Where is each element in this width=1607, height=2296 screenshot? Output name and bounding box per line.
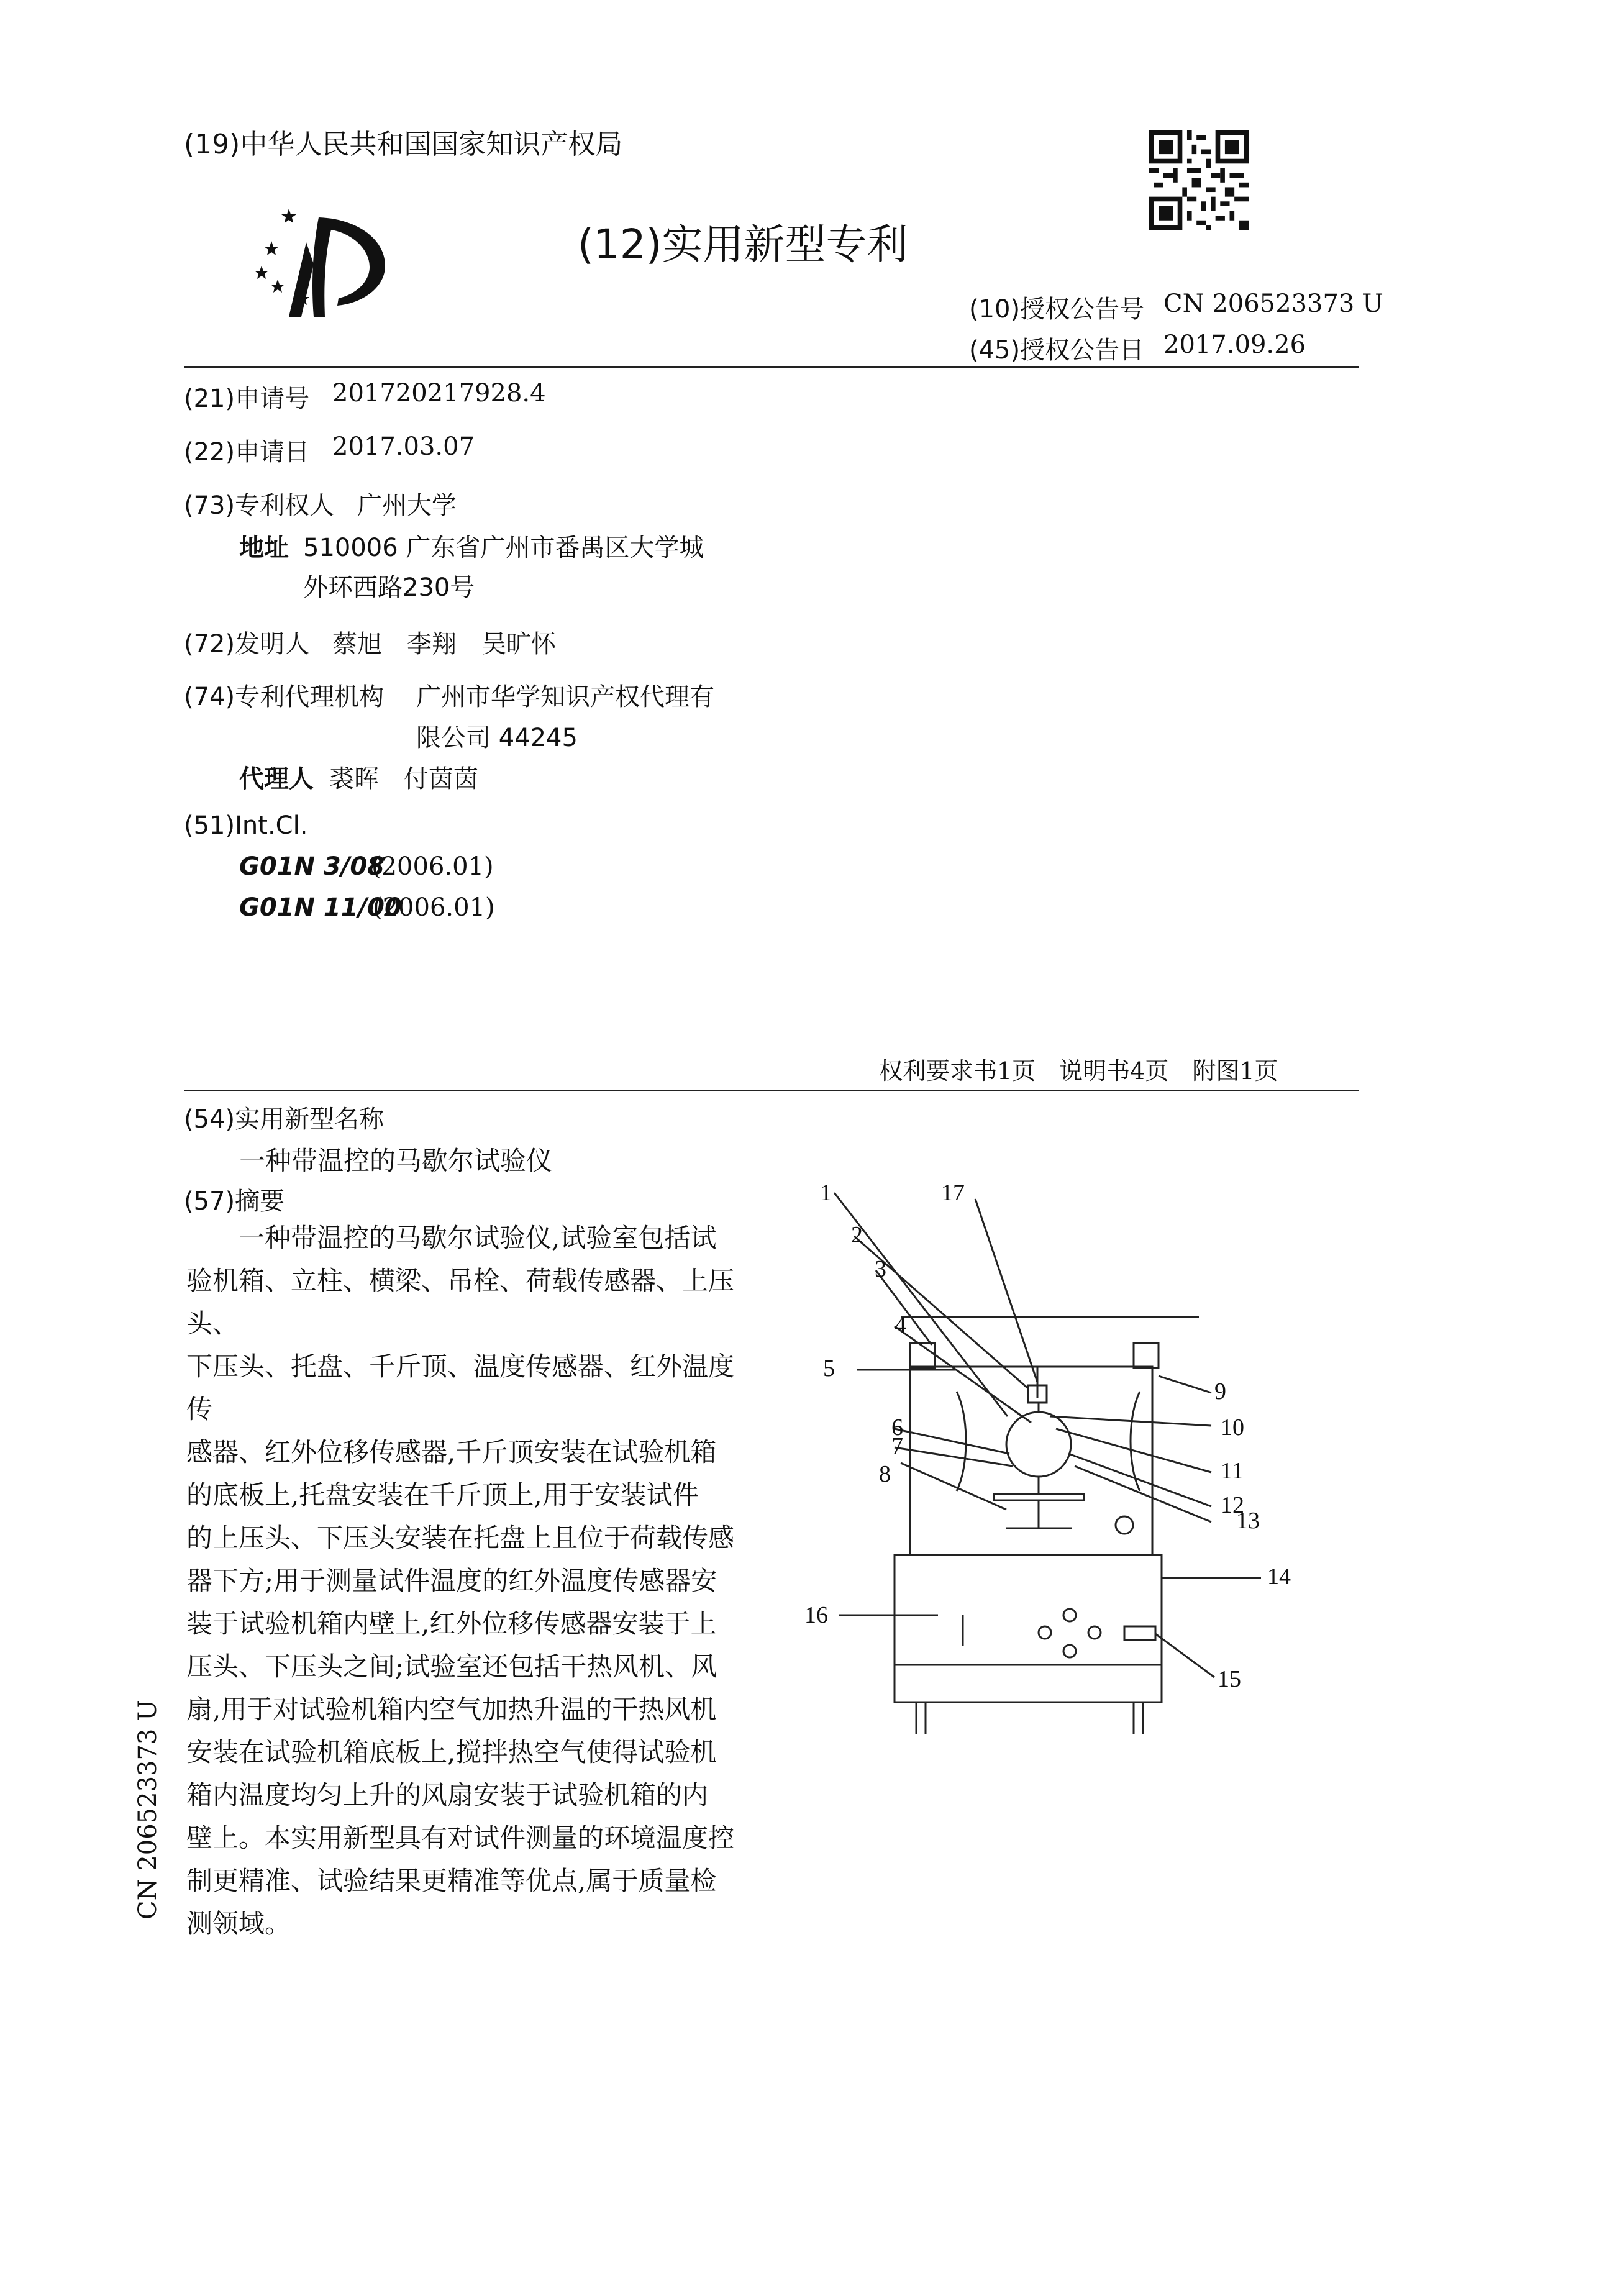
abstract-line: 的底板上,托盘安装在千斤顶上,用于安装试件	[186, 1480, 699, 1510]
logo-star-4	[271, 280, 285, 293]
application-date-label: (22)申请日	[184, 438, 310, 467]
publication-number-label: (10)授权公告号	[969, 295, 1145, 324]
figure-label-3: 3	[875, 1256, 886, 1282]
agency-label: (74)专利代理机构	[184, 683, 385, 711]
abstract-text	[186, 1216, 752, 1945]
figure-label-10: 10	[1221, 1414, 1244, 1441]
figure-right-block	[1134, 1343, 1159, 1368]
abstract-line: 安装在试验机箱底板上,搅拌热空气使得试验机	[186, 1737, 717, 1767]
address-label: 地址	[239, 534, 289, 562]
agency-line-2: 限公司 44245	[416, 724, 578, 752]
patentee-label: (73)专利权人	[184, 491, 335, 520]
abstract-line: 感器、红外位移传感器,千斤顶安装在试验机箱	[186, 1437, 717, 1467]
logo-p-shape	[312, 217, 385, 317]
figure-label-14: 14	[1267, 1564, 1291, 1590]
abstract-line: 制更精准、试验结果更精准等优点,属于质量检	[186, 1866, 717, 1896]
agents: 裘晖 付茵茵	[329, 765, 478, 793]
intcl-2-date: (2006.01)	[373, 893, 495, 922]
title-label: (54)实用新型名称	[184, 1105, 385, 1134]
logo-star-1	[281, 209, 296, 223]
figure-label-12: 12	[1221, 1492, 1244, 1518]
figure-label-8: 8	[879, 1461, 891, 1487]
publication-date-label: (45)授权公告日	[969, 336, 1145, 365]
patentee: 广州大学	[357, 491, 457, 520]
abstract-label: (57)摘要	[184, 1187, 285, 1216]
figure-label-5: 5	[823, 1355, 835, 1382]
office-name: (19)中华人民共和国国家知识产权局	[184, 129, 623, 160]
figure-tray	[994, 1494, 1084, 1500]
figure-sensor	[1116, 1516, 1133, 1534]
abstract-line: 扇,用于对试验机箱内空气加热升温的干热风机	[186, 1694, 717, 1724]
section-rule	[184, 1090, 1359, 1091]
publication-date: 2017.09.26	[1163, 330, 1306, 359]
abstract-line: 下压头、托盘、千斤顶、温度传感器、红外温度传	[186, 1351, 735, 1424]
agency-line-1: 广州市华学知识产权代理有	[416, 683, 714, 711]
intcl-label: (51)Int.Cl.	[184, 811, 308, 840]
figure-jack	[1124, 1626, 1155, 1640]
abstract-line: 验机箱、立柱、横梁、吊栓、荷载传感器、上压头、	[186, 1265, 735, 1339]
abstract-line: 箱内温度均匀上升的风扇安装于试验机箱的内	[186, 1780, 709, 1810]
figure-label-4: 4	[895, 1312, 906, 1338]
figure-label-2: 2	[851, 1222, 863, 1248]
intcl-2-code: G01N 11/00	[239, 893, 402, 922]
side-publication-number: CN 206523373 U	[134, 1700, 162, 1920]
figure-label-7: 7	[891, 1433, 903, 1459]
abstract-line: 的上压头、下压头安装在托盘上且位于荷载传感	[186, 1523, 735, 1553]
figure-label-13: 13	[1236, 1508, 1260, 1534]
figure-specimen	[1006, 1412, 1071, 1477]
figure-label-6: 6	[891, 1414, 903, 1441]
utility-model-title: 一种带温控的马歇尔试验仪	[239, 1146, 553, 1176]
application-date: 2017.03.07	[332, 432, 475, 461]
figure-label-1: 1	[820, 1180, 832, 1206]
pages-info: 权利要求书1页 说明书4页 附图1页	[879, 1057, 1278, 1085]
logo-a-shape	[289, 242, 314, 317]
address-line-1: 510006 广东省广州市番禺区大学城	[303, 534, 704, 562]
agents-label: 代理人	[239, 765, 314, 793]
figure-label-11: 11	[1221, 1458, 1244, 1484]
intcl-1-code: G01N 3/08	[239, 852, 385, 881]
inventors-label: (72)发明人	[184, 630, 310, 658]
header-rule	[184, 366, 1359, 368]
publication-number: CN 206523373 U	[1163, 289, 1383, 318]
figure-label-15: 15	[1218, 1666, 1241, 1692]
inventors: 蔡旭 李翔 吴旷怀	[332, 630, 556, 658]
application-number: 201720217928.4	[332, 379, 546, 408]
document-type: (12)实用新型专利	[578, 221, 908, 268]
figure-right-fan	[1131, 1392, 1140, 1491]
abstract-line: 壁上。本实用新型具有对试件测量的环境温度控	[186, 1823, 735, 1853]
intcl-1-date: (2006.01)	[371, 852, 494, 881]
logo-star-2	[264, 241, 279, 255]
sipo-logo	[252, 205, 394, 323]
address-line-2: 外环西路230号	[303, 573, 475, 602]
figure-label-17: 17	[941, 1180, 965, 1206]
application-number-label: (21)申请号	[184, 385, 310, 413]
figure-left-fan	[957, 1392, 966, 1491]
figure-label-16: 16	[804, 1602, 828, 1628]
abstract-figure	[801, 1180, 1348, 1739]
figure-cabinet	[895, 1555, 1162, 1702]
logo-star-3	[255, 266, 268, 279]
abstract-line: 器下方;用于测量试件温度的红外温度传感器安	[186, 1565, 717, 1596]
abstract-line: 装于试验机箱内壁上,红外位移传感器安装于上	[186, 1608, 717, 1639]
figure-label-9: 9	[1214, 1378, 1226, 1405]
abstract-line: 测领域。	[186, 1908, 291, 1939]
abstract-line: 压头、下压头之间;试验室还包括干热风机、风	[186, 1651, 717, 1682]
abstract-line: 一种带温控的马歇尔试验仪,试验室包括试	[239, 1223, 717, 1253]
qr-code	[1149, 130, 1249, 230]
